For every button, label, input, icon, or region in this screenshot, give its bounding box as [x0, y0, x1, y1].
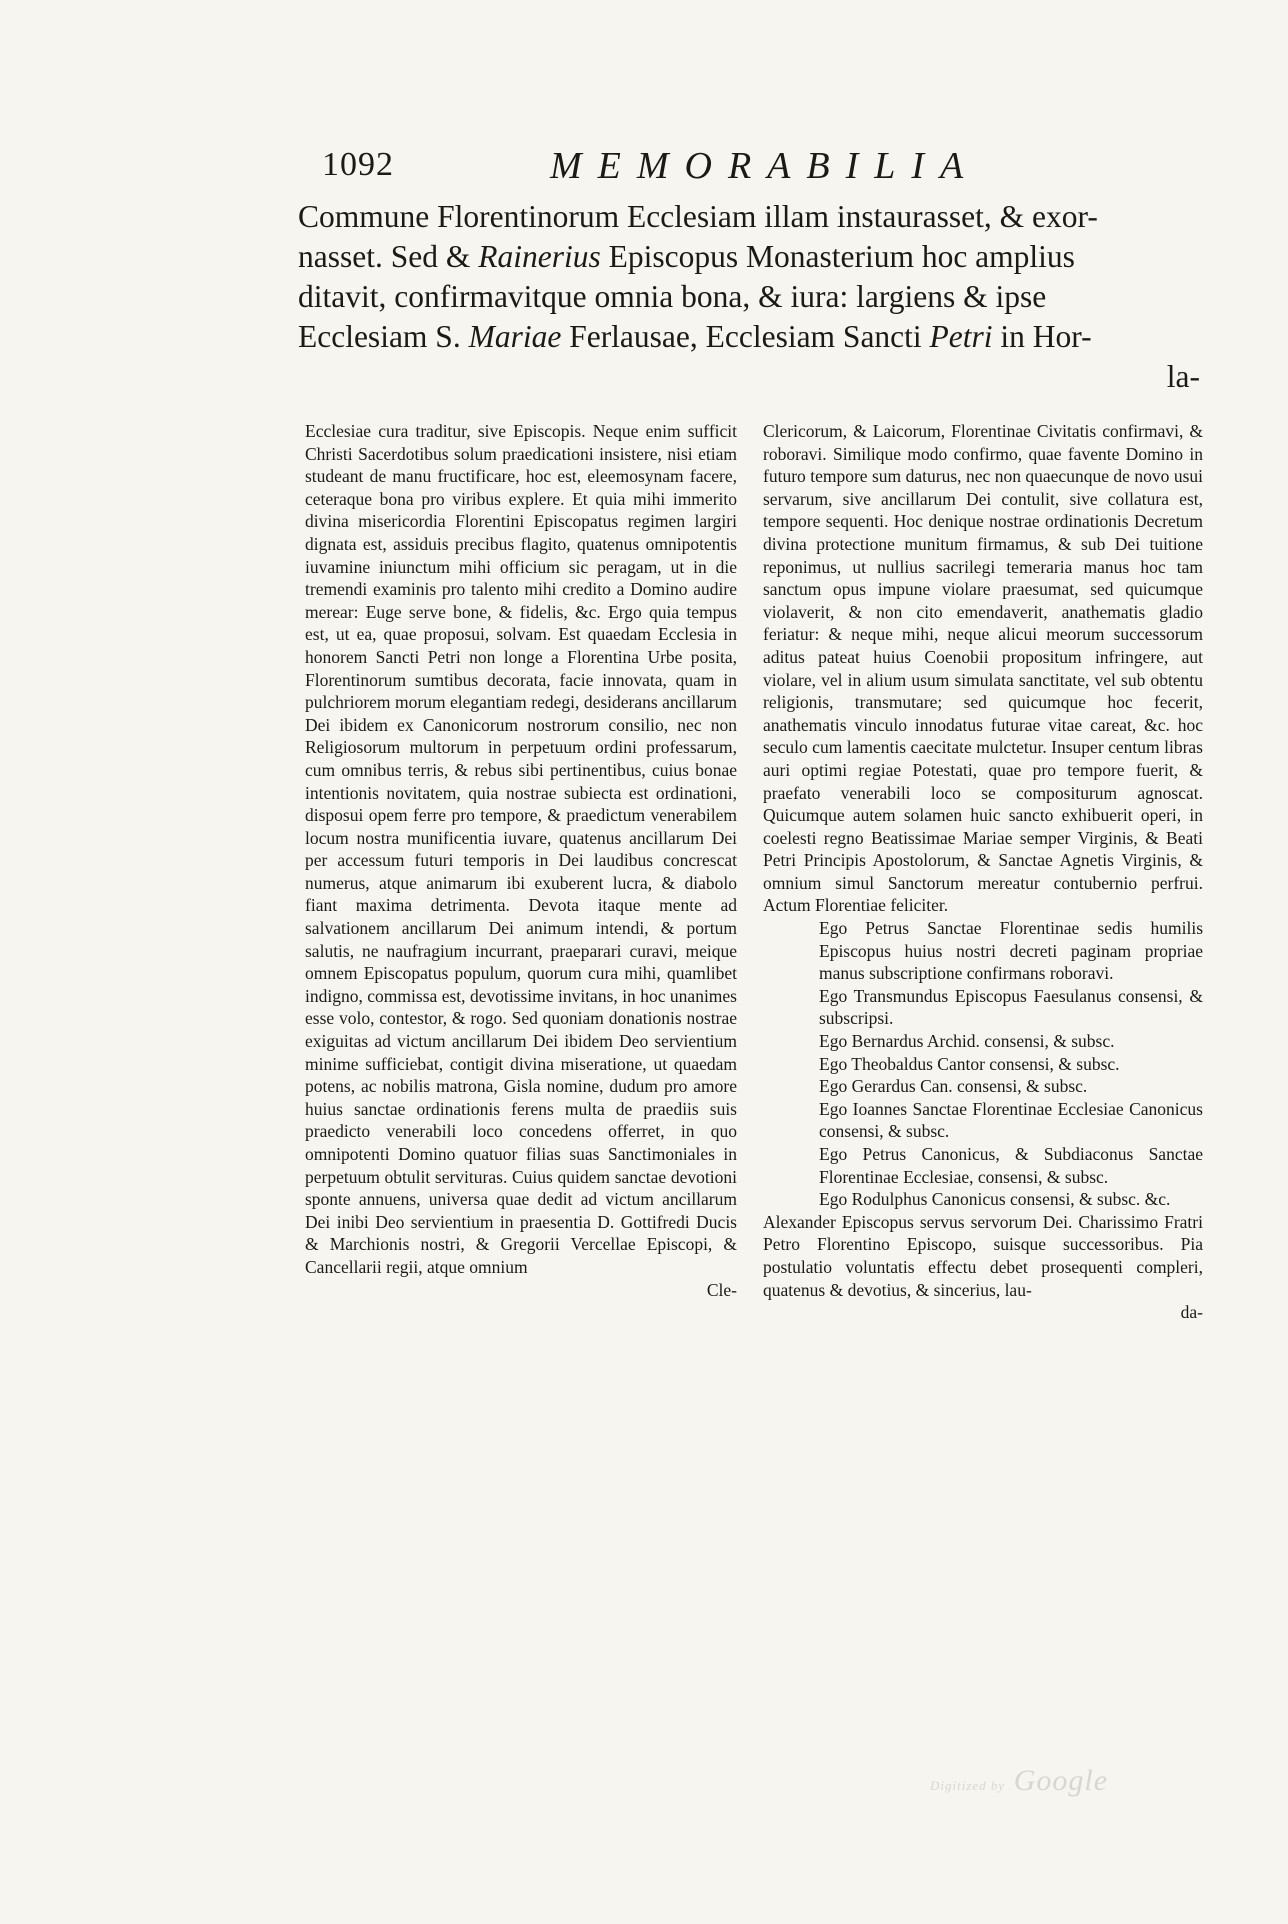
intro-catchword: la- — [1166, 359, 1200, 394]
intro-line — [298, 197, 1200, 237]
page-number: 1092 — [322, 146, 394, 183]
watermark-brand: Google — [1013, 1764, 1109, 1797]
intro-text: Commune Florentinorum Ecclesiam illam instaurasset, & exor- — [298, 199, 1098, 234]
left-column-text: Ecclesiae cura traditur, sive Episcopis. Neque enim sufficit Christi Sacerdotibus solum praedicationi insistere, nisi etiam studeant de manu fructificare, hoc est, eleemosynam facere, ceteraque bona pro viribus explere. Et quia mihi immerito divina misericordia Florentini Episcopatus regimen largiri dignata est, assiduis precibus flagito, quatenus omnipotentis iuvamine iniunctum mihi officium sic peragam, ut in die tremendi examinis pro talento mihi credito a Domino audire merear: Euge serve bone, & fidelis, &c. Ergo quia tempus est, ut ea, quae proposui, solvam. Est quaedam Ecclesia in honorem Sancti Petri non longe a Florentina Urbe posita, Florentinorum sumtibus decorata, facie innovata, quam in pulchriorem morum elegantiam redegi, desiderans ancillarum Dei ibidem ex Canonicorum nostrorum consilio, nec non Religiosorum multorum in perpetuum ordini professarum, cum omnibus terris, & rebus sibi pertinentibus, cuius bonae intentionis novitatem, quia nostrae subiecta est ordinationi, disposui opem ferre pro tempore, & praedictum venerabilem locum nostra munificentia iuvare, quatenus ancillarum Dei per accessum futuri temporis in Dei laudibus concrescat numerus, atque animarum ibi exuberent lucra, & diabolo fiant maxima detrimenta. Devota itaque mente ad salvationem ancillarum Dei animum intendi, & portum salutis, ne naufragium incurrant, praeparari curavi, meique omnem Episcopatus populum, quorum cura mihi, quamlibet indigno, commissa est, devotissime invitans, in hoc unanimes esse volo, contestor, & rogo. Sed quoniam donationis nostrae exiguitas ad victum ancillarum Dei ibidem Deo servientium minime sufficiebat, contigit divina miseratione, ut quaedam potens, ac nobilis matrona, Gisla nomine, dudum pro amore huius sanctae ordinationis ferens multa de praediis suis praedicto venerabili loco concedens offerret, in quo omnipotenti Domino quatuor filias suas Sanctimoniales in perpetuum obtulit servituras. Cuius quidem sanctae devotioni sponte annuens, universa quae dedit ad victum ancillarum Dei inibi Deo servientium in praesentia D. Gottifredi Ducis & Marchionis nostri, & Gregorii Vercellae Episcopi, & Cancellarii regii, atque omnium — [305, 421, 737, 1277]
intro-line — [298, 317, 1200, 357]
intro-text-run: Ecclesiam S. Mariae Ferlausae, Ecclesiam Sancti Petri in Hor- — [298, 319, 1092, 354]
intro-text: ditavit, confirmavitque omnia bona, & iura: largiens & ipse — [298, 279, 1047, 314]
digitized-watermark — [930, 1764, 1108, 1798]
signature-line: Ego Ioannes Sanctae Florentinae Ecclesiae Canonicus consensi, & subsc. — [819, 1098, 1203, 1142]
intro-line — [298, 277, 1200, 317]
signature-line: Ego Petrus Canonicus, & Subdiaconus Sanctae Florentinae Ecclesiae, consensi, & subsc. — [819, 1144, 1203, 1187]
signature-line: Ego Bernardus Archid. consensi, & subsc. — [819, 1031, 1115, 1052]
left-catchword: Cle- — [706, 1279, 737, 1300]
right-catchword: da- — [1180, 1302, 1203, 1323]
right-column — [763, 420, 1203, 1324]
intro-text-run: nasset. Sed & Rainerius Episcopus Monasterium hoc amplius — [298, 239, 1075, 274]
signature-line: Ego Petrus Sanctae Florentinae sedis humilis Episcopus huius nostri decreti paginam propriae manus subscriptione confirmans roboravi. — [819, 918, 1203, 984]
running-title: MEMORABILIA — [550, 145, 980, 187]
papal-letter-text: Alexander Episcopus servus servorum Dei. Charissimo Fratri Petro Florentino Episcopo, suisque successoribus. Pia postulatio voluntatis effectu debet prosequenti compleri, quatenus & devotius, & sincerius, lau- — [763, 1211, 1203, 1300]
signature-line: Ego Transmundus Episcopus Faesulanus consensi, & subscripsi. — [819, 985, 1203, 1029]
left-column — [305, 420, 737, 1301]
intro-line — [298, 237, 1200, 277]
right-column-text: Clericorum, & Laicorum, Florentinae Civitatis confirmavi, & roboravi. Similique modo confirmo, quae favente Domino in futuro tempore sum daturus, nec non quaecunque de novo usui servarum, sive ancillarum Dei contulit, sive collatura est, tempore sequenti. Hoc denique nostrae ordinationis Decretum divina protectione munitum firmamus, & sub Dei tuitione reponimus, ut nullius sacrilegi temeraria manus hoc tam sanctum opus impune violare praesumat, sed quicumque violaverit, & non cito emendaverit, anathematis gladio feriatur: & neque mihi, neque alicui meorum successorum aditus pateat huius Coenobii propositum infringere, aut violare, vel in alium usum simulata sanctitate, vel sub obtentu religionis, transmutare; sed quicumque hoc fecerit, anathematis vinculo innodatus futurae vitae careat, &c. hoc seculo cum lamentis caecitate mulctetur. Insuper centum libras auri optimi regiae Potestati, quae pro tempore fuerit, & praefato venerabili loco se compositurum agnoscat. Quicumque autem solamen huic sancto exhibuerit operi, in coelesti regno Beatissimae Mariae semper Virginis, & Beati Petri Principis Apostolorum, & Sanctae Agnetis Virginis, & omnium simul Sanctorum mereatur contubernio perfrui. Actum Florentiae feliciter. — [763, 421, 1203, 916]
intro-paragraph — [298, 197, 1200, 397]
page-header — [322, 145, 980, 187]
signature-line: Ego Rodulphus Canonicus consensi, & subsc. &c. — [819, 1189, 1171, 1210]
signature-line: Ego Gerardus Can. consensi, & subsc. — [819, 1076, 1088, 1097]
watermark-prefix: Digitized by — [930, 1778, 1006, 1793]
signature-line: Ego Theobaldus Cantor consensi, & subsc. — [819, 1053, 1120, 1074]
